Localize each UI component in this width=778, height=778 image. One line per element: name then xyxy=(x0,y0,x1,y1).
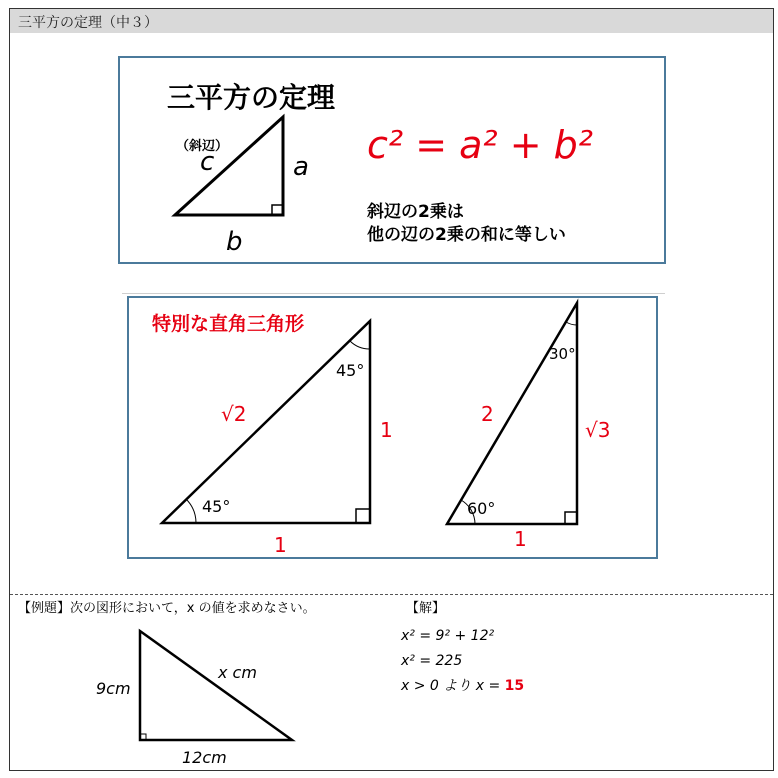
solution-label: 【解】 xyxy=(406,601,446,616)
t1-hypotenuse: √2 xyxy=(221,402,247,426)
label-b: b xyxy=(226,227,243,257)
solution-line3-prefix: x > 0 より x = xyxy=(401,678,505,694)
example-side-left: 9cm xyxy=(96,679,131,698)
formula: c² = a² + b² xyxy=(367,123,593,167)
solution-line3 xyxy=(400,678,524,694)
t1-leg-right: 1 xyxy=(380,418,393,442)
statement-line1: 斜辺の2乗は xyxy=(367,202,464,222)
t2-angle-top: 30° xyxy=(549,345,576,363)
t1-leg-bottom: 1 xyxy=(274,533,287,557)
solution-answer: 15 xyxy=(504,678,525,694)
example-side-bottom: 12cm xyxy=(182,748,227,767)
label-c: c xyxy=(200,147,215,177)
t2-angle-bottom: 60° xyxy=(467,499,496,518)
solution-line1: x² = 9² + 12² xyxy=(401,628,495,644)
page-title: 三平方の定理（中３） xyxy=(18,15,158,31)
t2-leg-bottom: 1 xyxy=(514,527,527,551)
theorem-heading: 三平方の定理 xyxy=(167,81,336,114)
example-prompt: 【例題】次の図形において，x の値を求めなさい。 xyxy=(18,601,316,616)
example-triangle xyxy=(140,631,292,740)
example-side-hyp: x cm xyxy=(218,663,257,682)
t1-angle-top: 45° xyxy=(336,361,365,380)
hypotenuse-note: （斜辺） xyxy=(176,139,229,154)
solution-line2: x² = 225 xyxy=(401,653,463,669)
t2-hypotenuse: 2 xyxy=(481,402,494,426)
special-heading: 特別な直角三角形 xyxy=(152,313,305,335)
label-a: a xyxy=(293,152,309,182)
t2-leg-right: √3 xyxy=(585,418,611,442)
statement-line2: 他の辺の2乗の和に等しい xyxy=(367,225,566,245)
t1-angle-bottom: 45° xyxy=(202,497,231,516)
